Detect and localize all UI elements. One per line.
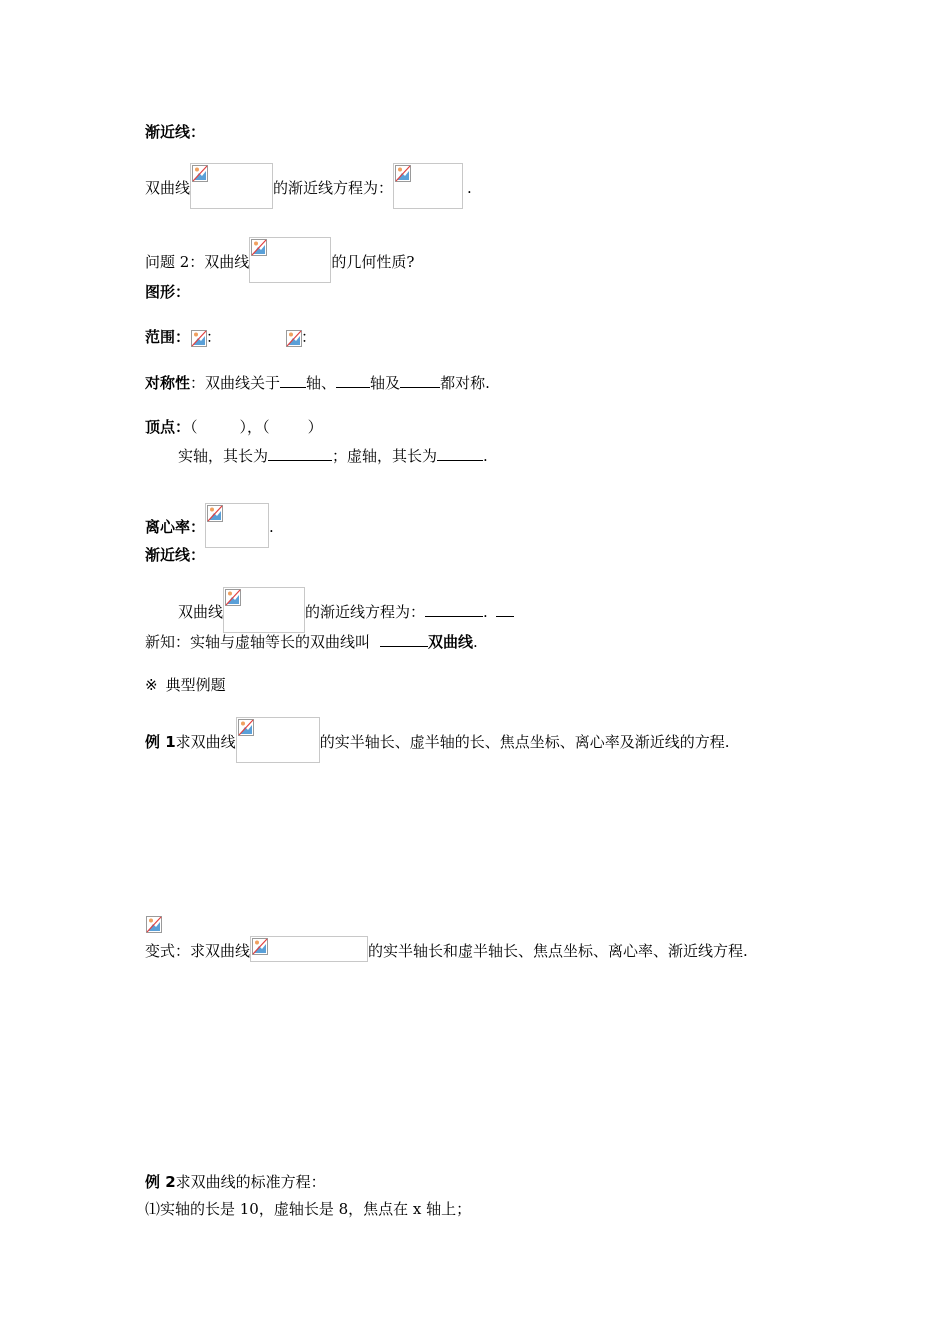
formula-image-icon: [190, 163, 273, 209]
typical-examples-heading: ※ 典型例题: [145, 676, 226, 694]
blank: [336, 372, 370, 388]
blank: [437, 445, 483, 461]
example-1: 例 1求双曲线 的实半轴长、虚半轴的长、焦点坐标、离心率及渐近线的方程.: [145, 717, 729, 763]
range-line: 范围： ： ：: [145, 328, 317, 346]
eccentricity-line: 离心率： .: [145, 503, 274, 548]
blank: [280, 372, 306, 388]
asymptote-heading-2: 渐近线：: [145, 546, 206, 564]
example-2-item-1: ⑴实轴的长是 10，虚轴长是 8，焦点在 x 轴上；: [145, 1200, 472, 1218]
broken-image-icon: [145, 915, 161, 933]
axes-line: 实轴，其长为 ；虚轴，其长为 .: [178, 447, 488, 465]
variant-line: 变式：求双曲线 的实半轴长和虚半轴长、焦点坐标、离心率、渐近线方程.: [145, 936, 748, 962]
blank: [400, 372, 440, 388]
reference-mark-icon: ※: [145, 676, 158, 694]
question-2: 问题 2：双曲线 的几何性质?: [145, 237, 414, 283]
asymptote-line-2: 双曲线 的渐近线方程为： .: [178, 587, 514, 633]
formula-image-icon: [249, 237, 331, 283]
symmetry-line: 对称性：双曲线关于 轴、 轴及 都对称.: [145, 374, 490, 392]
blank: [425, 601, 483, 617]
asymptote-line: 双曲线 的渐近线方程为： .: [145, 163, 472, 209]
range-image-icon: [190, 329, 206, 347]
shape-label: 图形：: [145, 283, 191, 301]
asymptote-heading: 渐近线：: [145, 123, 206, 141]
new-knowledge-line: 新知：实轴与虚轴等长的双曲线叫 双曲线.: [145, 633, 478, 651]
formula-image-icon: [205, 503, 269, 548]
formula-image-icon: [393, 163, 463, 209]
stray-image: [145, 913, 161, 933]
formula-image-icon: [250, 936, 368, 962]
example-2: 例 2求双曲线的标准方程：: [145, 1173, 326, 1191]
formula-image-icon: [236, 717, 320, 763]
blank: [496, 601, 514, 617]
vertex-line: 顶点：（ ），（ ）: [145, 418, 323, 436]
formula-image-icon: [223, 587, 305, 633]
range-image-icon: [285, 329, 301, 347]
blank: [268, 445, 332, 461]
blank: [380, 631, 428, 647]
